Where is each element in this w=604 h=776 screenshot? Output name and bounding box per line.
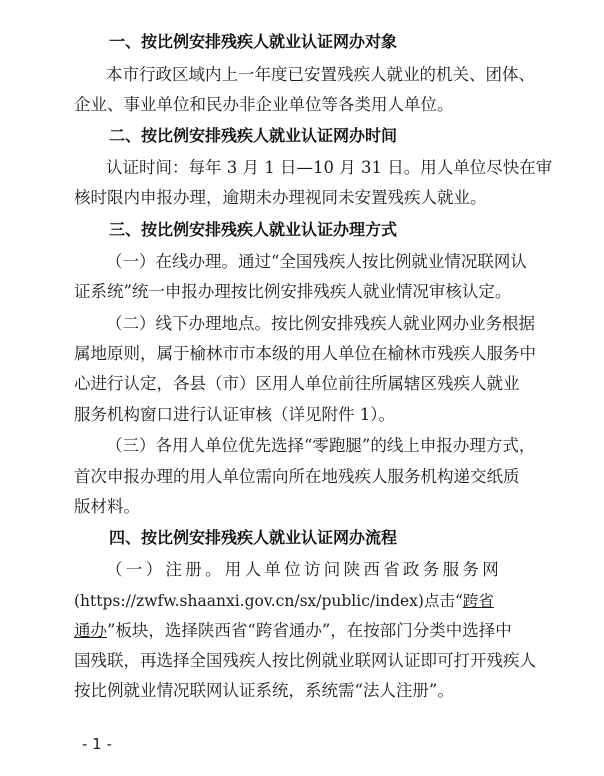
- paragraph-line: 认证时间：每年 3 月 1 日—10 月 31 日。用人单位尽快在审: [106, 158, 553, 177]
- paragraph-line: [74, 619, 512, 643]
- paragraph-line: 版材料。: [74, 497, 140, 516]
- section-heading-1: 一、按比例安排残疾人就业认证网办对象: [109, 32, 398, 51]
- paragraph-line: 国残联，再选择全国残疾人按比例就业联网认证即可打开残疾人: [74, 651, 536, 670]
- section-heading-2: 二、按比例安排残疾人就业认证网办时间: [109, 126, 398, 145]
- paragraph-line: （一）在线办理。通过“全国残疾人按比例就业情况联网认: [106, 252, 527, 271]
- paragraph-line: 服务机构窗口进行认证审核（详见附件 1）。: [74, 405, 395, 424]
- url-text: (https://zwfw.shaanxi.gov.cn/sx/public/index)点击“: [74, 592, 463, 610]
- paragraph-line: 心进行认定，各县（市）区用人单位前往所属辖区残疾人就业: [74, 374, 520, 393]
- paragraph-line: 本市行政区域内上一年度已安置残疾人就业的机关、团体、: [106, 65, 535, 84]
- paragraph-line: （一）注册。用人单位访问陕西省政务服务网: [106, 560, 502, 579]
- paragraph-line: 企业、事业单位和民办非企业单位等各类用人单位。: [74, 95, 454, 114]
- cross-province-link-part2[interactable]: 通办: [74, 621, 107, 640]
- cross-province-link-part1[interactable]: 跨省: [462, 592, 494, 610]
- paragraph-line: （二）线下办理地点。按比例安排残疾人就业网办业务根据: [106, 314, 535, 333]
- paragraph-line: 证系统”统一申报办理按比例安排残疾人就业情况审核认定。: [74, 282, 512, 301]
- paragraph-line: 按比例就业情况联网认证系统，系统需“法人注册”。: [74, 681, 454, 700]
- paragraph-line: （三）各用人单位优先选择“零跑腿”的线上申报办理方式，: [106, 436, 536, 455]
- section-heading-3: 三、按比例安排残疾人就业认证办理方式: [109, 220, 398, 239]
- paragraph-line: 首次申报办理的用人单位需向所在地残疾人服务机构递交纸质: [74, 467, 520, 486]
- paragraph-line: 属地原则，属于榆林市市本级的用人单位在榆林市残疾人服务中: [74, 344, 536, 363]
- paragraph-line: [74, 589, 494, 613]
- page-number: - 1 -: [82, 735, 112, 753]
- section-heading-4: 四、按比例安排残疾人就业认证网办流程: [109, 528, 398, 547]
- paragraph-text: ”板块，选择陕西省“跨省通办”，在按部门分类中选择中: [107, 621, 512, 640]
- paragraph-line: 核时限内申报办理，逾期未办理视同未安置残疾人就业。: [74, 188, 487, 207]
